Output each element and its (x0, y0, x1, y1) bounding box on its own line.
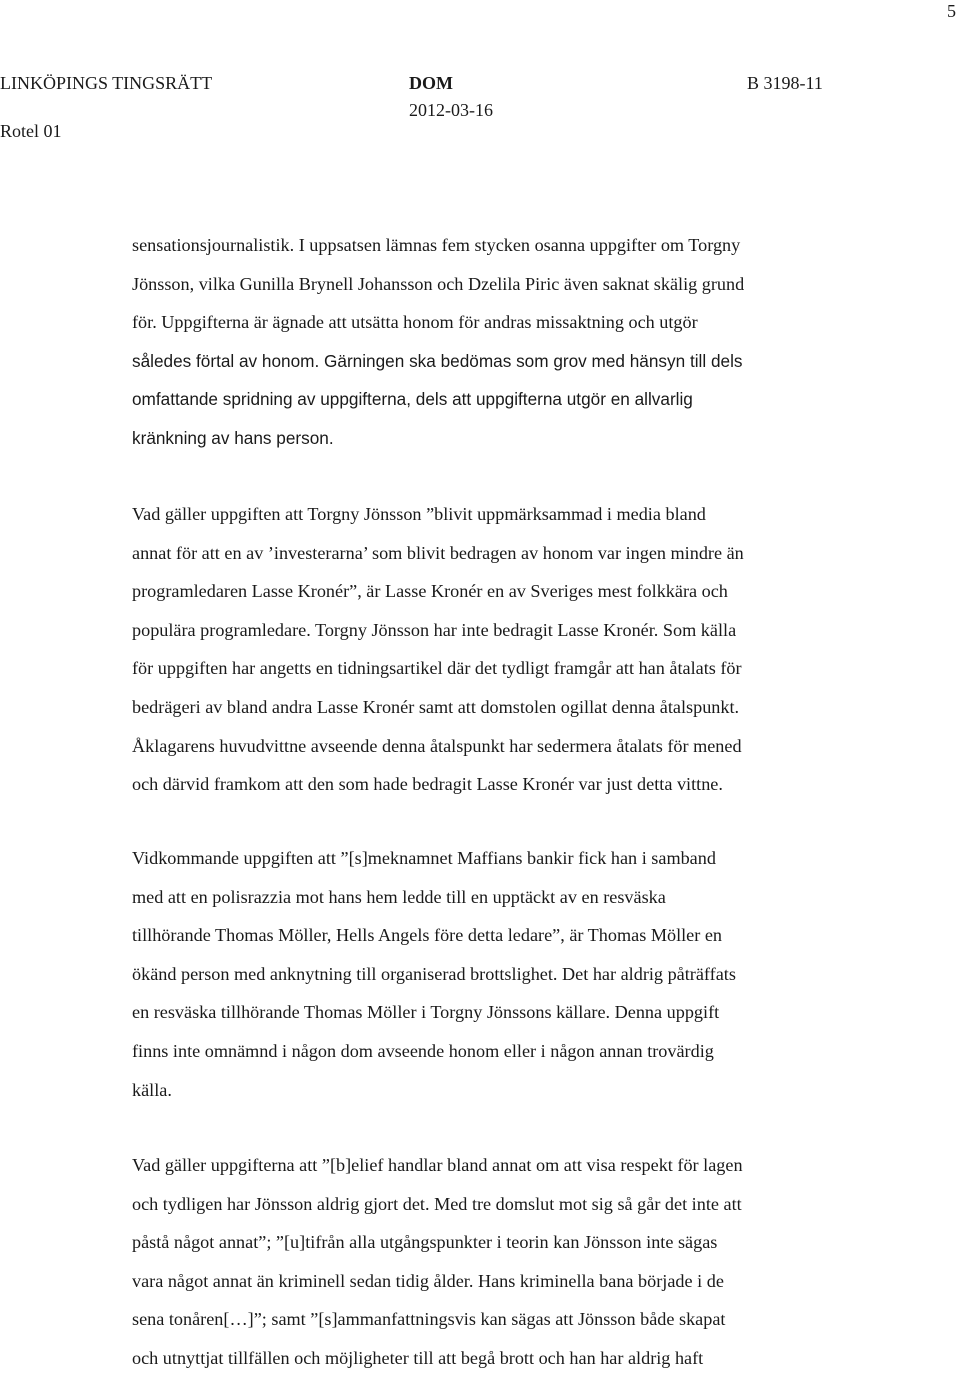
paragraph-line: Vad gäller uppgifterna att ”[b]elief handlar bland annat om att visa respekt för lagen (132, 1155, 743, 1175)
paragraph-line: sena tonåren[…]”; samt ”[s]ammanfattningsvis kan sägas att Jönsson både skapat (132, 1309, 726, 1330)
paragraph-line: och tydligen har Jönsson aldrig gjort det. Med tre domslut mot sig så går det inte att (132, 1193, 742, 1214)
paragraph-line: finns inte omnämnd i någon dom avseende honom eller i någon annan trovärdig (132, 1040, 714, 1061)
paragraph-line: Åklagarens huvudvittne avseende denna åtalspunkt har sedermera åtalats för mened (132, 735, 742, 756)
paragraph-line: programledaren Lasse Kronér”, är Lasse Kronér en av Sveriges mest folkkära och (132, 581, 728, 602)
paragraph-line: för. Uppgifterna är ägnade att utsätta honom för andras missaktning och utgör (132, 312, 698, 333)
paragraph-line: vara något annat än kriminell sedan tidig ålder. Hans kriminella bana började i de (132, 1270, 724, 1291)
paragraph-line: och utnyttjat tillfällen och möjligheter till att begå brott och han har aldrig haft (132, 1347, 704, 1368)
paragraph-line: bedrägeri av bland andra Lasse Kronér samt att domstolen ogillat denna åtalspunkt. (132, 696, 740, 717)
paragraph-line: annat för att en av ’investerarna’ som blivit bedragen av honom var ingen mindre än (132, 542, 744, 563)
paragraph-line: kränkning av hans person. (132, 427, 334, 448)
paragraph-line: Vidkommande uppgiften att ”[s]meknamnet Maffians bankir fick han i samband (132, 848, 716, 868)
paragraph-line: Jönsson, vilka Gunilla Brynell Johansson och Dzelila Piric även saknat skälig grund (132, 273, 745, 294)
paragraph-line: Vad gäller uppgiften att Torgny Jönsson ”blivit uppmärksammad i media bland (132, 504, 706, 524)
paragraph-line: en resväska tillhörande Thomas Möller i Torgny Jönssons källare. Denna uppgift (132, 1002, 720, 1023)
paragraph-3 (132, 839, 932, 1109)
paragraph-line: populära programledare. Torgny Jönsson har inte bedragit Lasse Kronér. Som källa (132, 619, 737, 640)
paragraph-line: omfattande spridning av uppgifterna, dels att uppgifterna utgör en allvarlig (132, 389, 693, 410)
document-type: DOM (409, 73, 453, 93)
paragraph-line: ökänd person med anknytning till organiserad brottslighet. Det har aldrig påträffats (132, 963, 736, 984)
division-label: Rotel 01 (0, 121, 62, 141)
paragraph-line: för uppgiften har angetts en tidningsartikel där det tydligt framgår att han åtalats för (132, 658, 742, 679)
paragraph-line: således förtal av honom. Gärningen ska bedömas som grov med hänsyn till dels (132, 350, 743, 371)
paragraph-1 (132, 226, 932, 458)
paragraph-4 (132, 1146, 932, 1378)
case-number: B 3198-11 (747, 73, 823, 93)
paragraph-line: sensationsjournalistik. I uppsatsen lämnas fem stycken osanna uppgifter om Torgny (132, 235, 741, 255)
paragraph-line: påstå något annat”; ”[u]tifrån alla utgångspunkter i teorin kan Jönsson inte sägas (132, 1232, 718, 1253)
court-name: LINKÖPINGS TINGSRÄTT (0, 73, 213, 93)
paragraph-2 (132, 495, 932, 804)
page-number: 5 (947, 1, 956, 21)
paragraph-line: med att en polisrazzia mot hans hem ledde till en upptäckt av en resväska (132, 886, 666, 907)
document-date: 2012-03-16 (409, 100, 493, 120)
paragraph-line: källa. (132, 1079, 172, 1100)
paragraph-line: tillhörande Thomas Möller, Hells Angels före detta ledare”, är Thomas Möller en (132, 925, 723, 946)
paragraph-line: och därvid framkom att den som hade bedragit Lasse Kronér var just detta vittne. (132, 774, 723, 795)
